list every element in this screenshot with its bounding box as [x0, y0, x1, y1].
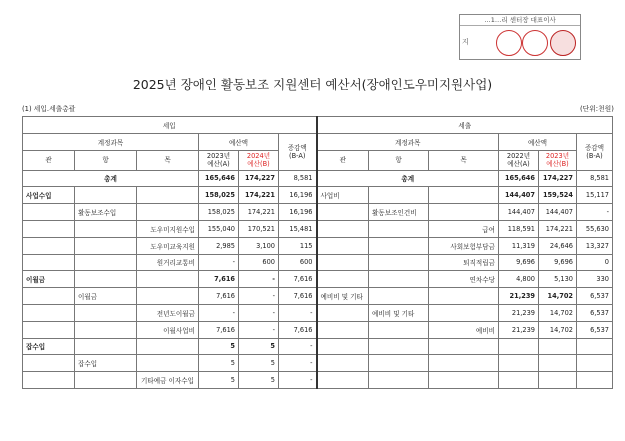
rev-hang-header: 항 — [75, 150, 137, 170]
table-cell — [429, 338, 499, 355]
table-cell: 5 — [239, 338, 279, 355]
rev-diff-sub: (B-A) — [289, 151, 306, 160]
table-cell: 2,985 — [199, 237, 239, 254]
table-cell: 174,227 — [539, 170, 577, 187]
table-row — [23, 271, 613, 288]
table-row — [23, 220, 613, 237]
table-cell: 144,407 — [499, 187, 539, 204]
table-cell — [369, 237, 429, 254]
table-cell: 174,227 — [239, 170, 279, 187]
table-cell — [23, 288, 75, 305]
exp-hang-header: 항 — [369, 150, 429, 170]
approval-stamp-box — [459, 14, 581, 60]
table-cell — [429, 288, 499, 305]
table-cell: 예비비 및 기타 — [317, 288, 369, 305]
table-cell — [369, 338, 429, 355]
table-cell — [75, 338, 137, 355]
table-cell: 15,481 — [279, 220, 317, 237]
table-cell: 9,696 — [499, 254, 539, 271]
table-row — [23, 254, 613, 271]
table-cell — [75, 271, 137, 288]
table-cell — [499, 372, 539, 389]
table-cell: 퇴직적립금 — [429, 254, 499, 271]
table-cell: - — [279, 372, 317, 389]
table-cell: - — [239, 271, 279, 288]
stamp-label: …1…리 센터장 대표이사 — [460, 15, 580, 26]
table-cell: 4,800 — [499, 271, 539, 288]
table-row — [23, 321, 613, 338]
table-cell — [429, 355, 499, 372]
table-cell: 24,646 — [539, 237, 577, 254]
table-cell: 이월금 — [75, 288, 137, 305]
table-cell: 174,221 — [539, 220, 577, 237]
rev-budget-header: 예산액 — [199, 133, 279, 150]
table-cell: 7,616 — [279, 321, 317, 338]
table-cell: 9,696 — [539, 254, 577, 271]
table-cell — [75, 321, 137, 338]
table-cell: 잡수입 — [75, 355, 137, 372]
table-cell: 총계 — [317, 170, 499, 187]
table-cell: 기타예금 이자수입 — [137, 372, 199, 389]
rev-prev-label: 예산(A) — [207, 160, 230, 169]
table-cell — [317, 372, 369, 389]
table-cell — [137, 338, 199, 355]
table-cell: 600 — [239, 254, 279, 271]
table-cell: - — [279, 304, 317, 321]
exp-prev-year: 2022년 — [506, 152, 531, 161]
table-cell — [539, 338, 577, 355]
table-cell — [369, 372, 429, 389]
table-cell: 21,239 — [499, 304, 539, 321]
exp-prev-label: 예산(A) — [507, 160, 530, 169]
table-cell: 6,537 — [577, 288, 613, 305]
table-cell — [539, 355, 577, 372]
table-cell: 11,319 — [499, 237, 539, 254]
table-cell — [369, 187, 429, 204]
table-cell: 예비비 — [429, 321, 499, 338]
table-cell: 16,196 — [279, 204, 317, 221]
table-cell: 원거리교통비 — [137, 254, 199, 271]
table-cell — [577, 355, 613, 372]
table-cell: - — [199, 254, 239, 271]
rev-prev-header — [199, 150, 239, 170]
table-cell — [539, 372, 577, 389]
table-cell — [317, 304, 369, 321]
table-cell — [429, 204, 499, 221]
table-cell: 도우미지원수입 — [137, 220, 199, 237]
table-cell: - — [239, 288, 279, 305]
table-cell — [369, 220, 429, 237]
table-cell — [75, 372, 137, 389]
table-cell: 8,581 — [279, 170, 317, 187]
table-cell: 이월사업비 — [137, 321, 199, 338]
table-cell — [369, 271, 429, 288]
table-cell: - — [577, 204, 613, 221]
table-cell: 159,524 — [539, 187, 577, 204]
table-cell: 158,025 — [199, 187, 239, 204]
table-row — [23, 170, 613, 187]
table-cell: 8,581 — [577, 170, 613, 187]
table-cell — [499, 338, 539, 355]
table-cell — [317, 338, 369, 355]
table-cell: 5 — [199, 338, 239, 355]
table-cell: 잡수입 — [23, 338, 75, 355]
table-cell: 5 — [239, 372, 279, 389]
table-cell — [317, 220, 369, 237]
exp-diff-label: 증감액 — [584, 143, 605, 152]
table-cell — [317, 271, 369, 288]
table-cell — [577, 372, 613, 389]
table-cell — [317, 355, 369, 372]
exp-cur-year: 2023년 — [545, 152, 570, 161]
table-cell: 21,239 — [499, 321, 539, 338]
table-cell — [429, 372, 499, 389]
table-cell — [23, 321, 75, 338]
table-cell: 연차수당 — [429, 271, 499, 288]
table-cell: 144,407 — [499, 204, 539, 221]
table-cell: 144,407 — [539, 204, 577, 221]
table-cell — [23, 220, 75, 237]
table-cell: 14,702 — [539, 304, 577, 321]
rev-diff-header — [279, 133, 317, 170]
table-cell: 165,646 — [199, 170, 239, 187]
exp-prev-header — [499, 150, 539, 170]
table-cell: 5,130 — [539, 271, 577, 288]
table-cell: - — [239, 321, 279, 338]
table-cell: - — [279, 338, 317, 355]
table-row — [23, 204, 613, 221]
table-cell: 사업수입 — [23, 187, 75, 204]
rev-prev-year: 2023년 — [206, 152, 231, 161]
table-cell — [369, 288, 429, 305]
table-cell: 158,025 — [199, 204, 239, 221]
table-cell: 5 — [239, 355, 279, 372]
expenditure-header: 세출 — [317, 117, 613, 134]
table-cell: 도우미교육지원 — [137, 237, 199, 254]
table-cell — [137, 204, 199, 221]
table-cell — [23, 355, 75, 372]
table-row — [23, 304, 613, 321]
table-cell: 16,196 — [279, 187, 317, 204]
table-cell — [75, 304, 137, 321]
table-cell — [369, 254, 429, 271]
rev-diff-label: 증감액 — [287, 143, 307, 152]
table-cell: 55,630 — [577, 220, 613, 237]
table-row — [23, 288, 613, 305]
table-cell: 7,616 — [199, 321, 239, 338]
table-cell — [369, 321, 429, 338]
revenue-header: 세입 — [23, 117, 317, 134]
table-cell: 118,591 — [499, 220, 539, 237]
table-cell — [137, 271, 199, 288]
rev-cur-label: 예산(B) — [247, 160, 270, 169]
table-row — [23, 187, 613, 204]
table-cell — [317, 237, 369, 254]
table-cell — [369, 355, 429, 372]
table-cell: - — [199, 304, 239, 321]
table-cell: 14,702 — [539, 288, 577, 305]
exp-budget-header: 예산액 — [499, 133, 577, 150]
table-cell: 165,646 — [499, 170, 539, 187]
table-cell — [75, 237, 137, 254]
stamp-sub: 지 — [462, 38, 469, 46]
unit-label: (단위:천원) — [580, 105, 614, 113]
exp-diff-header — [577, 133, 613, 170]
table-cell — [75, 254, 137, 271]
rev-mok-header: 목 — [137, 150, 199, 170]
page-title: 2025년 장애인 활동보조 지원센터 예산서(장애인도우미지원사업) — [132, 77, 493, 92]
table-cell — [75, 187, 137, 204]
table-row — [23, 355, 613, 372]
table-cell — [499, 355, 539, 372]
table-cell: 155,040 — [199, 220, 239, 237]
exp-gwan-header: 관 — [317, 150, 369, 170]
table-cell: 총계 — [23, 170, 199, 187]
table-cell — [137, 355, 199, 372]
rev-gwan-header: 관 — [23, 150, 75, 170]
table-cell — [75, 220, 137, 237]
exp-diff-sub: (B-A) — [586, 151, 603, 160]
seal-icon — [496, 30, 522, 56]
seal-icon — [550, 30, 576, 56]
table-cell — [317, 204, 369, 221]
table-cell: 예비비 및 기타 — [369, 304, 429, 321]
table-cell — [23, 204, 75, 221]
table-cell — [137, 288, 199, 305]
table-cell: 15,117 — [577, 187, 613, 204]
table-cell: 급여 — [429, 220, 499, 237]
table-cell: 13,327 — [577, 237, 613, 254]
table-cell: 7,616 — [279, 271, 317, 288]
table-row — [23, 237, 613, 254]
table-cell: 7,616 — [199, 271, 239, 288]
table-cell — [137, 187, 199, 204]
table-cell: 전년도이월금 — [137, 304, 199, 321]
exp-mok-header: 목 — [429, 150, 499, 170]
table-cell: 0 — [577, 254, 613, 271]
table-cell: 115 — [279, 237, 317, 254]
table-cell: 활동보조인건비 — [369, 204, 429, 221]
table-cell: 사회보험부담금 — [429, 237, 499, 254]
table-cell: - — [239, 304, 279, 321]
exp-cur-header — [539, 150, 577, 170]
seal-icon — [522, 30, 548, 56]
table-cell — [317, 254, 369, 271]
table-cell — [317, 321, 369, 338]
table-cell: 사업비 — [317, 187, 369, 204]
table-cell — [429, 304, 499, 321]
table-cell: 3,100 — [239, 237, 279, 254]
exp-account-header: 계정과목 — [317, 133, 499, 150]
table-cell: 14,702 — [539, 321, 577, 338]
table-cell: - — [279, 355, 317, 372]
table-cell: 6,537 — [577, 321, 613, 338]
table-row — [23, 338, 613, 355]
table-cell — [23, 237, 75, 254]
rev-cur-year: 2024년 — [246, 152, 271, 161]
table-cell: 5 — [199, 372, 239, 389]
table-cell: 활동보조수입 — [75, 204, 137, 221]
rev-cur-header — [239, 150, 279, 170]
table-cell — [23, 304, 75, 321]
table-cell: 174,221 — [239, 187, 279, 204]
table-cell: 7,616 — [279, 288, 317, 305]
table-row — [23, 372, 613, 389]
table-cell — [23, 254, 75, 271]
rev-account-header: 계정과목 — [23, 133, 199, 150]
table-cell — [23, 372, 75, 389]
table-cell: 170,521 — [239, 220, 279, 237]
exp-cur-label: 예산(B) — [546, 160, 569, 169]
table-cell: 330 — [577, 271, 613, 288]
table-cell: 6,537 — [577, 304, 613, 321]
section-subtitle: (1) 세입.세출총괄 — [22, 105, 76, 113]
table-cell — [429, 187, 499, 204]
table-cell: 5 — [199, 355, 239, 372]
table-cell: 600 — [279, 254, 317, 271]
table-cell: 이월금 — [23, 271, 75, 288]
table-cell — [577, 338, 613, 355]
table-cell: 174,221 — [239, 204, 279, 221]
budget-table — [22, 116, 613, 389]
table-cell: 21,239 — [499, 288, 539, 305]
table-cell: 7,616 — [199, 288, 239, 305]
